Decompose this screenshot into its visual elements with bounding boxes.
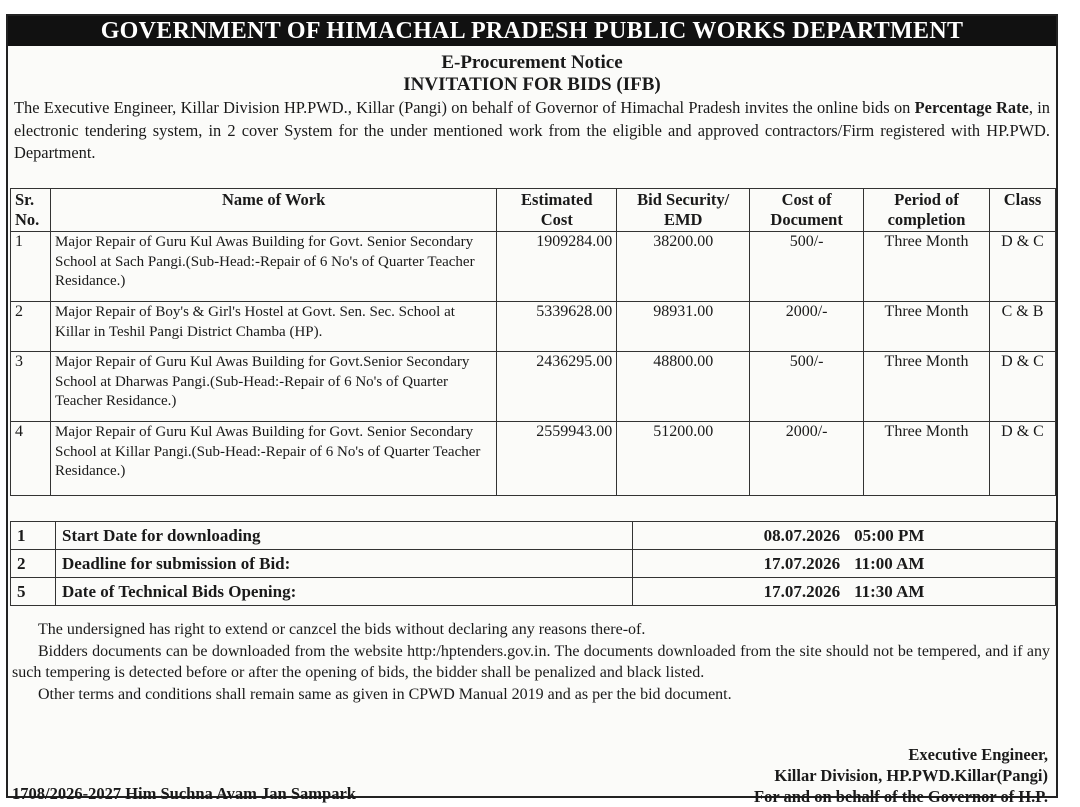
- intro-text-bold: Percentage Rate: [914, 98, 1029, 117]
- header-period: Period of completion: [864, 189, 990, 232]
- row-estimated-cost: 1909284.00: [497, 232, 617, 302]
- row-work-name: Major Repair of Guru Kul Awas Building for Govt.Senior Secondary School at Dharwas Pangi.(Sub-Head:-Repair of 6 No's of Quarter Teacher Residance.): [50, 352, 496, 422]
- row-emd: 48800.00: [617, 352, 750, 422]
- row-estimated-cost: 5339628.00: [497, 302, 617, 352]
- row-emd: 51200.00: [617, 422, 750, 496]
- schedule-value: [633, 578, 1056, 606]
- schedule-row: [11, 550, 1056, 578]
- schedule-sr: 1: [11, 522, 56, 550]
- row-document-cost: 500/-: [750, 352, 864, 422]
- row-class: D & C: [990, 232, 1056, 302]
- intro-paragraph: [8, 97, 1056, 165]
- notice-title: E-Procurement Notice: [441, 52, 623, 73]
- schedule-value: [633, 550, 1056, 578]
- schedule-date: 17.07.2026: [763, 554, 841, 573]
- schedule-row: [11, 578, 1056, 606]
- row-sr: 4: [11, 422, 51, 496]
- table-header-row: [11, 189, 1056, 232]
- row-emd: 38200.00: [617, 232, 750, 302]
- row-work-name: Major Repair of Guru Kul Awas Building for Govt. Senior Secondary School at Killar Pangi.(Sub-Head:-Repair of 6 No's of Quarter Teacher Residance.): [50, 422, 496, 496]
- row-document-cost: 2000/-: [750, 422, 864, 496]
- publication-reference: 1708/2026-2027 Him Suchna Avam Jan Sampark: [12, 784, 356, 803]
- schedule-date: 17.07.2026: [763, 582, 841, 601]
- signature-behalf: For and on behalf of the Governor of H.P.: [754, 787, 1048, 806]
- schedule-label: Start Date for downloading: [56, 522, 633, 550]
- header-estimated-cost: Estimated Cost: [497, 189, 617, 232]
- row-period: Three Month: [864, 302, 990, 352]
- table-row: [11, 302, 1056, 352]
- signature-division: Killar Division, HP.PWD.Killar(Pangi): [774, 766, 1048, 785]
- row-class: D & C: [990, 422, 1056, 496]
- schedule-value: [633, 522, 1056, 550]
- row-work-name: Major Repair of Boy's & Girl's Hostel at Govt. Sen. Sec. School at Killar in Teshil Pangi District Chamba (HP).: [50, 302, 496, 352]
- table-row: [11, 232, 1056, 302]
- schedule-table: [10, 521, 1056, 606]
- schedule-time: 11:30 AM: [854, 582, 925, 601]
- tender-notice: [6, 14, 1058, 806]
- header-name-of-work: Name of Work: [50, 189, 496, 232]
- schedule-row: [11, 522, 1056, 550]
- schedule-date: 08.07.2026: [763, 526, 841, 545]
- schedule-label: Date of Technical Bids Opening:: [56, 578, 633, 606]
- row-sr: 3: [11, 352, 51, 422]
- row-document-cost: 500/-: [750, 232, 864, 302]
- row-period: Three Month: [864, 352, 990, 422]
- notice-subtitle: INVITATION FOR BIDS (IFB): [403, 74, 661, 95]
- schedule-time: 11:00 AM: [854, 554, 925, 573]
- schedule-sr: 2: [11, 550, 56, 578]
- schedule-sr: 5: [11, 578, 56, 606]
- row-sr: 2: [11, 302, 51, 352]
- signature-block: [754, 744, 1048, 807]
- works-table: [10, 188, 1056, 496]
- row-document-cost: 2000/-: [750, 302, 864, 352]
- terms-notes: [8, 619, 1054, 705]
- row-emd: 98931.00: [617, 302, 750, 352]
- row-class: C & B: [990, 302, 1056, 352]
- note-download: Bidders documents can be downloaded from the website http:/hptenders.gov.in. The documents downloaded from the site should not be tempered, and if any such tempering is detected before or after the opening of bids, the bidder shall be penalized and black listed.: [12, 642, 1050, 681]
- intro-text-before: The Executive Engineer, Killar Division HP.PWD., Killar (Pangi) on behalf of Governor of Himachal Pradesh invites the online bids on: [14, 98, 915, 117]
- row-class: D & C: [990, 352, 1056, 422]
- note-other-terms: Other terms and conditions shall remain same as given in CPWD Manual 2019 and as per the bid document.: [38, 685, 732, 703]
- note-extend-cancel: The undersigned has right to extend or canzcel the bids without declaring any reasons there-of.: [38, 621, 646, 638]
- intro-text-after: , in electronic tendering system, in 2 cover System for the under mentioned work from the eligible and approved contractors/Firm registered with HP.PWD. Department.: [14, 98, 1051, 162]
- header-sr: Sr. No.: [11, 189, 51, 232]
- header-cost-of-document: Cost of Document: [750, 189, 864, 232]
- schedule-label: Deadline for submission of Bid:: [56, 550, 633, 578]
- row-estimated-cost: 2559943.00: [497, 422, 617, 496]
- row-sr: 1: [11, 232, 51, 302]
- table-row: [11, 422, 1056, 496]
- row-work-name: Major Repair of Guru Kul Awas Building for Govt. Senior Secondary School at Sach Pangi.(Sub-Head:-Repair of 6 No's of Quarter Teacher Residance.): [50, 232, 496, 302]
- header-class: Class: [990, 189, 1056, 232]
- signature-title: Executive Engineer,: [908, 745, 1048, 764]
- table-row: [11, 352, 1056, 422]
- schedule-time: 05:00 PM: [854, 526, 925, 545]
- header-bid-security: Bid Security/ EMD: [617, 189, 750, 232]
- row-estimated-cost: 2436295.00: [497, 352, 617, 422]
- row-period: Three Month: [864, 232, 990, 302]
- department-header: GOVERNMENT OF HIMACHAL PRADESH PUBLIC WORKS DEPARTMENT: [8, 16, 1056, 46]
- row-period: Three Month: [864, 422, 990, 496]
